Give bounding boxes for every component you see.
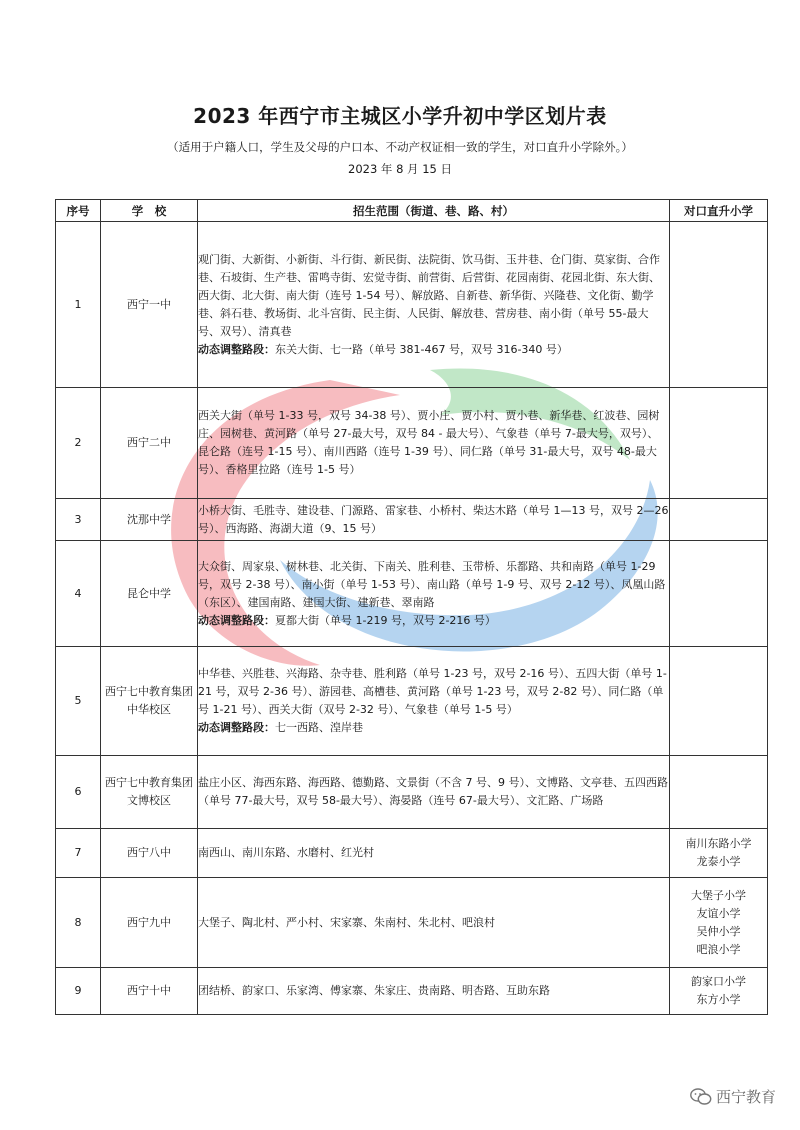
row-index: 4: [56, 541, 101, 647]
header-school: 学 校: [101, 200, 198, 222]
dynamic-value: 夏都大街（单号 1-219 号，双号 2-216 号）: [275, 613, 496, 627]
row-range: [198, 222, 670, 388]
table-row: [56, 647, 768, 756]
range-text: 大众街、周家泉、树林巷、北关街、下南关、胜利巷、玉带桥、乐都路、共和南路（单号 1-29 号，双号 2-38 号）、南小街（单号 1-53 号）、南山路（单号 1-9 号、双号 2-12 号）、凤凰山路（东区）、建国南路、建国大街、建新巷、翠南路: [198, 559, 666, 609]
row-index: 5: [56, 647, 101, 756]
row-range: [198, 647, 670, 756]
row-direct-schools: [670, 499, 768, 541]
dynamic-label: 动态调整路段：: [198, 342, 275, 356]
header-range: 招生范围（街道、巷、路、村）: [198, 200, 670, 222]
range-text: 盐庄小区、海西东路、海西路、德勤路、文景街（不含 7 号、9 号）、文博路、文亭巷、五四西路（单号 77-最大号，双号 58-最大号）、海晏路（连号 67-最大号）、文汇路、广场路: [198, 776, 668, 807]
table-row: [56, 878, 768, 968]
row-direct-schools: [670, 222, 768, 388]
direct-school: 东方小学: [696, 993, 741, 1006]
wechat-icon: [690, 1088, 712, 1106]
footer-brand: [690, 1086, 776, 1107]
row-school: 西宁八中: [101, 829, 198, 878]
table-header-row: [56, 200, 768, 222]
range-text: 南西山、南川东路、水磨村、红光村: [198, 846, 374, 859]
row-index: 2: [56, 388, 101, 499]
row-school: 西宁七中教育集团文博校区: [101, 756, 198, 829]
range-text: 中华巷、兴胜巷、兴海路、杂寺巷、胜利路（单号 1-23 号，双号 2-16 号）、五四大街（单号 1-21 号，双号 2-36 号）、游园巷、高槽巷、黄河路（单号 1-23 号，双号 2-82 号）、同仁路（单号 1-21 号）、西关大街（双号 2-32 号）、气象巷（单号 1-5 号）: [198, 667, 667, 716]
row-direct-schools: [670, 388, 768, 499]
row-school: 西宁二中: [101, 388, 198, 499]
row-school: 沈那中学: [101, 499, 198, 541]
direct-school: 南川东路小学: [685, 837, 752, 850]
dynamic-adjustment: [198, 341, 669, 359]
dynamic-label: 动态调整路段：: [198, 721, 275, 734]
document-title: 2023 年西宁市主城区小学升初中学区划片表: [193, 104, 607, 128]
row-school: 昆仑中学: [101, 541, 198, 647]
row-direct-schools: [670, 829, 768, 878]
table-row: [56, 756, 768, 829]
dynamic-value: 七一西路、湟岸巷: [275, 721, 363, 734]
zoning-table: [55, 199, 768, 1015]
row-range: [198, 499, 670, 541]
dynamic-adjustment: [198, 719, 669, 737]
table-row: [56, 829, 768, 878]
range-text: 大堡子、陶北村、严小村、宋家寨、朱南村、朱北村、吧浪村: [198, 915, 495, 929]
row-range: [198, 756, 670, 829]
direct-school: 韵家口小学: [691, 975, 746, 988]
table-row: [56, 388, 768, 499]
direct-school: 友谊小学: [696, 906, 741, 920]
direct-school: 吧浪小学: [696, 942, 741, 956]
direct-school: 龙泰小学: [696, 855, 741, 868]
row-range: [198, 829, 670, 878]
row-school: 西宁七中教育集团中华校区: [101, 647, 198, 756]
direct-school: 吴仲小学: [696, 924, 741, 938]
range-text: 西关大街（单号 1-33 号，双号 34-38 号）、贾小庄、贾小村、贾小巷、新华巷、红波巷、园树庄、园树巷、黄河路（单号 27-最大号，双号 84 - 最大号）、气象巷（单号 7-最大号，双号）、昆仑路（连号 1-15 号）、南川西路（连号 1-39 号）、同仁路（单号 31-最大号，双号 48-最大号）、香格里拉路（连号 1-5 号）: [198, 409, 660, 476]
header-direct: 对口直升小学: [670, 200, 768, 222]
dynamic-label: 动态调整路段：: [198, 613, 275, 627]
row-direct-schools: [670, 647, 768, 756]
row-range: [198, 541, 670, 647]
table-row: [56, 541, 768, 647]
document-date: 2023 年 8 月 15 日: [348, 162, 452, 176]
range-text: 小桥大街、毛胜寺、建设巷、门源路、雷家巷、小桥村、柴达木路（单号 1—13 号，双号 2—26 号）、西海路、海湖大道（9、15 号）: [198, 503, 669, 535]
row-range: [198, 388, 670, 499]
document-subtitle: （适用于户籍人口，学生及父母的户口本、不动产权证相一致的学生，对口直升小学除外。）: [167, 140, 633, 154]
row-index: 9: [56, 968, 101, 1015]
row-direct-schools: [670, 878, 768, 968]
row-range: [198, 968, 670, 1015]
row-index: 6: [56, 756, 101, 829]
row-index: 1: [56, 222, 101, 388]
dynamic-adjustment: [198, 612, 669, 630]
row-range: [198, 878, 670, 968]
row-direct-schools: [670, 756, 768, 829]
dynamic-value: 东关大街、七一路（单号 381-467 号，双号 316-340 号）: [275, 342, 568, 356]
table-row: [56, 499, 768, 541]
row-index: 8: [56, 878, 101, 968]
range-text: 观门街、大新街、小新街、斗行街、新民街、法院街、饮马街、玉井巷、仓门街、莫家街、合作巷、石坡街、生产巷、雷鸣寺街、宏觉寺街、前营街、后营街、花园南街、花园北街、东大街、西大街、北大街、南大街（连号 1-54 号）、解放路、自新巷、新华街、兴隆巷、文化街、勤学巷、斜石巷、教场街、北斗宫街、民主街、人民街、解放巷、营房巷、南小街（单号 55-最大号、双号）、清真巷: [198, 252, 660, 338]
row-school: 西宁十中: [101, 968, 198, 1015]
table-row: [56, 222, 768, 388]
range-text: 团结桥、韵家口、乐家湾、傅家寨、朱家庄、贵南路、明杏路、互助东路: [198, 984, 550, 997]
row-index: 7: [56, 829, 101, 878]
row-school: 西宁一中: [101, 222, 198, 388]
row-index: 3: [56, 499, 101, 541]
direct-school: 大堡子小学: [691, 888, 746, 902]
table-row: [56, 968, 768, 1015]
header-index: 序号: [56, 200, 101, 222]
row-school: 西宁九中: [101, 878, 198, 968]
row-direct-schools: [670, 968, 768, 1015]
footer-brand-text: 西宁教育: [715, 1088, 776, 1106]
row-direct-schools: [670, 541, 768, 647]
